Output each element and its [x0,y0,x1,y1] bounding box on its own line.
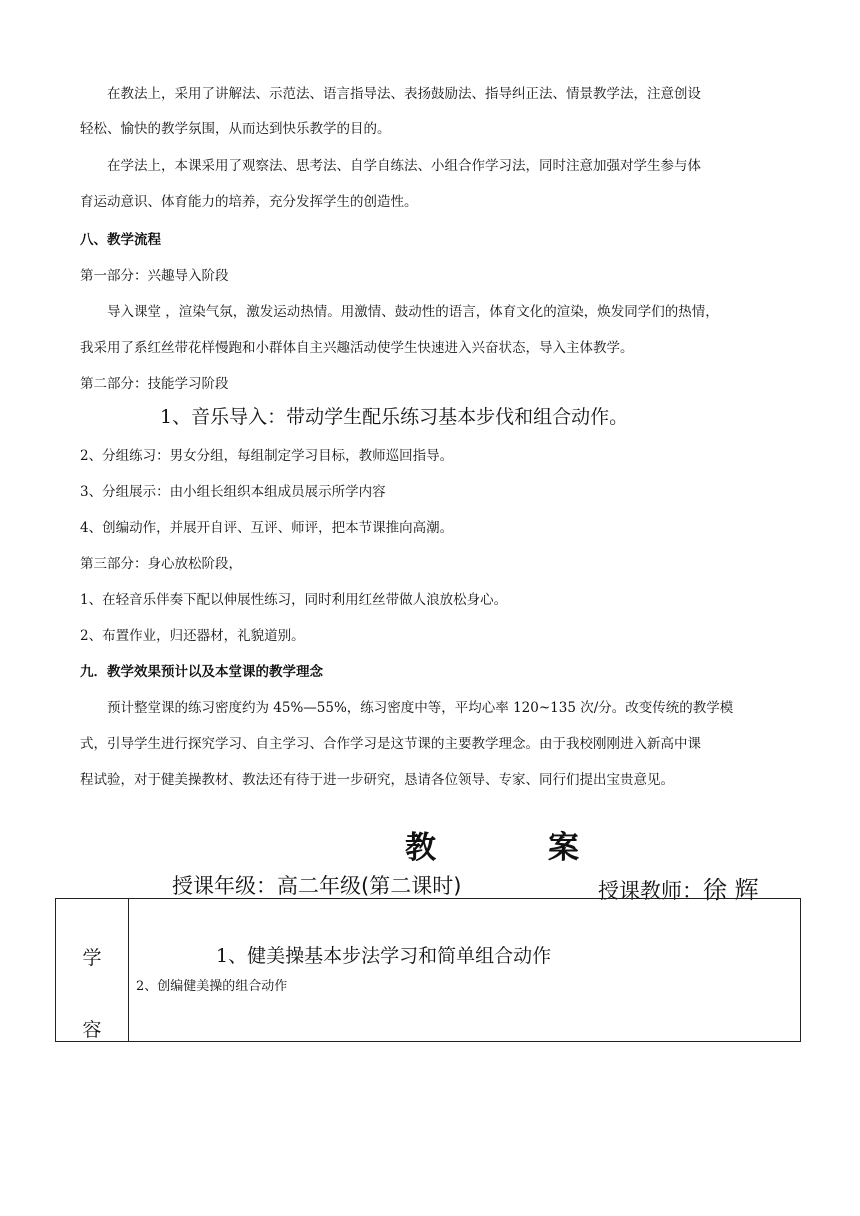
section-heading-8: 八、教学流程 [80,232,161,248]
part3-heading: 第三部分：身心放松阶段， [80,556,242,572]
paragraph-teaching-methods-line2: 轻松、愉快的教学氛围，从而达到快乐教学的目的。 [80,121,391,137]
lesson-content-item1: 1、健美操基本步法学习和简单组合动作 [216,945,552,967]
lesson-content-item2: 2、创编健美操的组合动作 [136,979,288,994]
part1-text-line2: 我采用了系红丝带花样慢跑和小群体自主兴趣活动使学生快速进入兴奋状态，导入主体教学。 [80,340,634,356]
part3-item2: 2、布置作业，归还器材，礼貌道别。 [80,628,305,644]
section9-text-line2: 式，引导学生进行探究学习、自主学习、合作学习是这节课的主要教学理念。由于我校刚刚进入新高中课 [80,736,701,752]
paragraph-learning-methods-line2: 育运动意识、体育能力的培养，充分发挥学生的创造性。 [80,194,418,210]
paragraph-learning-methods-line1: 在学法上，本课采用了观察法、思考法、自学自练法、小组合作学习法，同时注意加强对学生参与体 [107,158,701,174]
section-heading-9: 九．教学效果预计以及本堂课的教学理念 [80,664,323,680]
part2-item3: 3、分组展示：由小组长组织本组成员展示所学内容 [80,484,386,500]
table-column-divider [128,899,129,1041]
lesson-plan-title-char1: 教 [405,830,436,866]
lesson-grade: 授课年级：高二年级(第二课时) [172,874,462,898]
part2-item2: 2、分组练习：男女分组，每组制定学习目标，教师巡回指导。 [80,448,454,464]
section9-text-line1: 预计整堂课的练习密度约为 45%—55%，练习密度中等，平均心率 120~135 次/分。改变传统的教学模 [107,700,734,716]
table-label-top: 学 [82,947,102,969]
part3-item1: 1、在轻音乐伴奏下配以伸展性练习，同时利用红丝带做人浪放松身心。 [80,592,508,608]
teacher-label: 授课教师： [598,879,703,903]
part1-heading: 第一部分：兴趣导入阶段 [80,268,229,284]
part2-item4: 4、创编动作，并展开自评、互评、师评，把本节课推向高潮。 [80,520,454,536]
section9-text-line3: 程试验，对于健美操教材、教法还有待于进一步研究，恳请各位领导、专家、同行们提出宝贵意见。 [80,772,674,788]
table-label-bottom: 容 [82,1019,102,1041]
part1-text-line1: 导入课堂 ，渲染气氛，激发运动热情。用激情、鼓动性的语言，体育文化的渲染，焕发同学们的热情， [107,304,719,320]
paragraph-teaching-methods-line1: 在教法上，采用了讲解法、示范法、语言指导法、表扬鼓励法、指导纠正法、情景教学法，注意创设 [107,86,701,102]
lesson-content-table [55,898,801,1042]
part2-heading: 第二部分：技能学习阶段 [80,376,229,392]
lesson-plan-title-char2: 案 [548,830,579,866]
teacher-name: 徐 辉 [703,876,759,904]
part2-item1: 1、音乐导入：带动学生配乐练习基本步伐和组合动作。 [160,406,629,428]
